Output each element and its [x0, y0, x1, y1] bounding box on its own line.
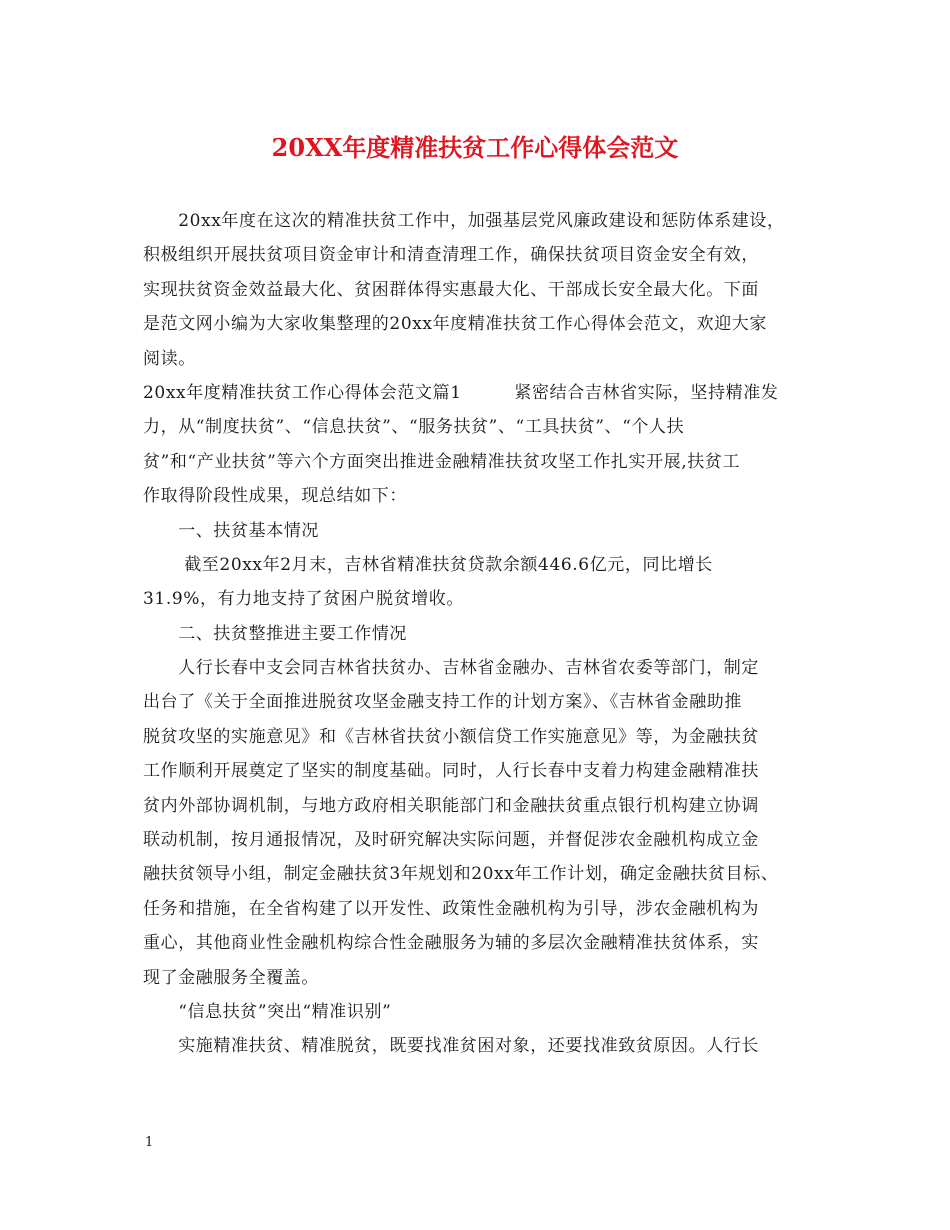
text-line: 人行长春中支会同吉林省扶贫办、吉林省金融办、吉林省农委等部门，制定	[143, 658, 759, 679]
text-line: 工作顺利开展奠定了坚实的制度基础。同时，人行长春中支着力构建金融精准扶	[143, 761, 759, 782]
section-heading: “信息扶贫”突出“精准识别”	[143, 1001, 392, 1022]
document-title: 20XX年度精准扶贫工作心得体会范文	[271, 133, 679, 162]
text-line: 脱贫攻坚的实施意见》和《吉林省扶贫小额信贷工作实施意见》等，为金融扶贫	[143, 726, 759, 747]
text-line: 截至20xx年2月末，吉林省精准扶贫贷款余额446.6亿元，同比增长	[143, 554, 713, 575]
text-line: 融扶贫领导小组，制定金融扶贫3年规划和20xx年工作计划，确定金融扶贫目标、	[143, 864, 779, 885]
text-line: 出台了《关于全面推进脱贫攻坚金融支持工作的计划方案》、《吉林省金融助推	[143, 692, 742, 713]
text-line: 实现扶贫资金效益最大化、贫困群体得实惠最大化、干部成长安全最大化。下面	[143, 279, 759, 300]
text-line: 力，从“制度扶贫”、“信息扶贫”、“服务扶贫”、“工具扶贫”、“个人扶	[143, 417, 685, 438]
section-heading: 二、扶贫整推进主要工作情况	[143, 623, 407, 644]
text-line: 是范文网小编为大家收集整理的20xx年度精准扶贫工作心得体会范文，欢迎大家	[143, 314, 768, 335]
text-line: 作取得阶段性成果，现总结如下：	[143, 486, 407, 507]
document-body	[143, 204, 813, 1064]
text-line: 贫”和“产业扶贫”等六个方面突出推进金融精准扶贫攻坚工作扎实开展,扶贫工	[143, 451, 741, 472]
text-line: 贫内外部协调机制，与地方政府相关职能部门和金融扶贫重点银行机构建立协调	[143, 795, 759, 816]
text-line: 20xx年度在这次的精准扶贫工作中，加强基层党风廉政建设和惩防体系建设，	[143, 211, 785, 231]
text-line: 20xx年度精准扶贫工作心得体会范文篇1 紧密结合吉林省实际，坚持精准发	[143, 382, 779, 403]
text-line: 现了金融服务全覆盖。	[143, 967, 319, 988]
page-number: 1	[145, 1135, 154, 1150]
section-heading: 一、扶贫基本情况	[143, 520, 319, 541]
text-line: 任务和措施，在全省构建了以开发性、政策性金融机构为引导，涉农金融机构为	[143, 898, 759, 919]
text-line: 联动机制，按月通报情况，及时研究解决实际问题，并督促涉农金融机构成立金	[143, 830, 759, 851]
text-line: 重心，其他商业性金融机构综合性金融服务为辅的多层次金融精准扶贫体系，实	[143, 933, 759, 954]
text-line: 积极组织开展扶贫项目资金审计和清查清理工作，确保扶贫项目资金安全有效，	[143, 245, 759, 266]
text-line: 实施精准扶贫、精准脱贫，既要找准贫困对象，还要找准致贫原因。人行长	[143, 1036, 759, 1057]
text-line: 阅读。	[143, 348, 196, 369]
text-line: 31.9%，有力地支持了贫困户脱贫增收。	[143, 589, 465, 610]
